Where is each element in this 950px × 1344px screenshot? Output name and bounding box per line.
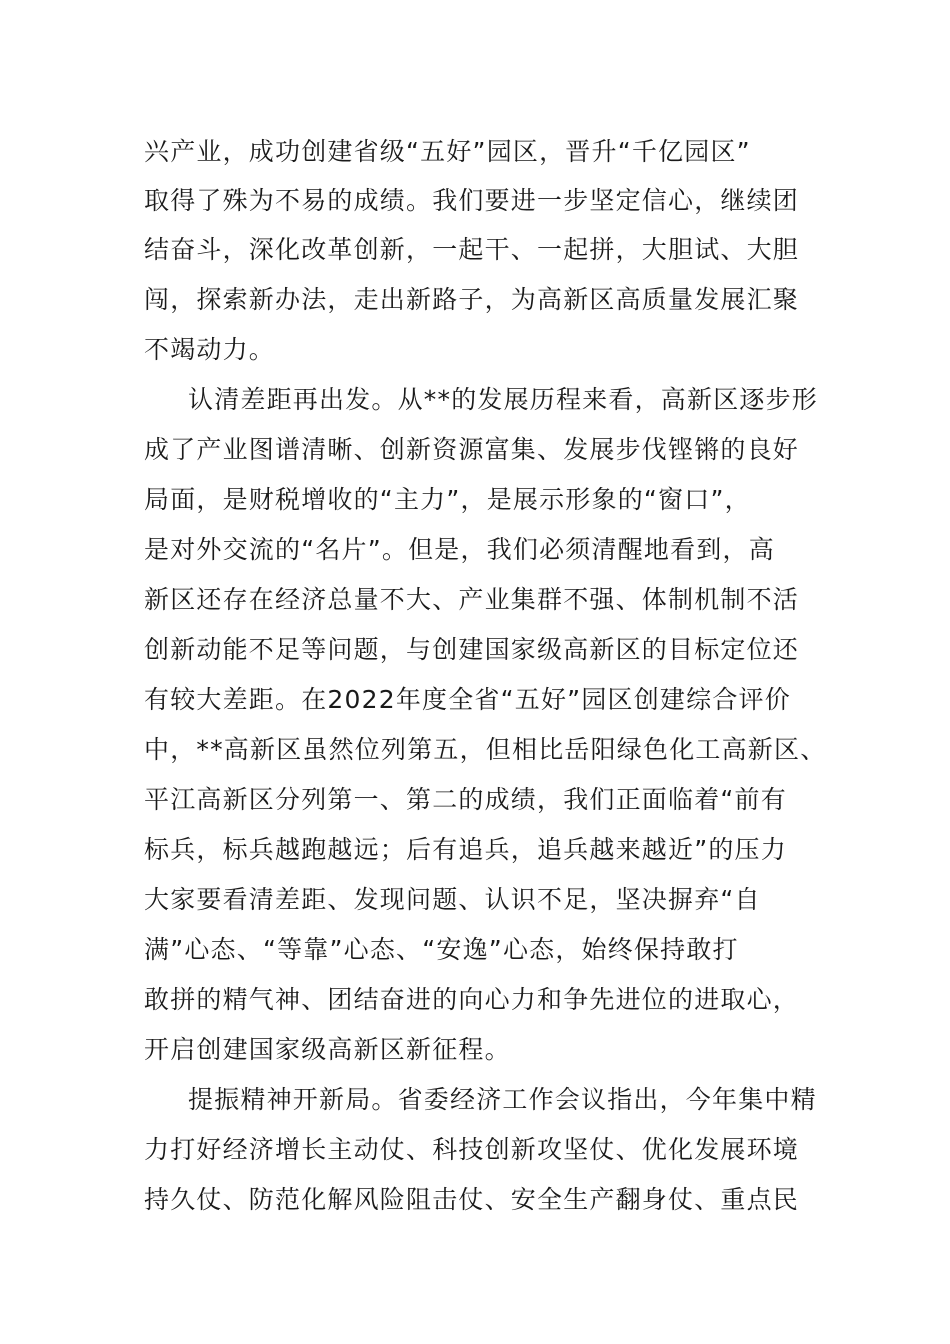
text-line: 闯，探索新办法，走出新路子，为高新区高质量发展汇聚	[144, 285, 800, 314]
text-line: 持久仗、防范化解风险阻击仗、安全生产翻身仗、重点民	[144, 1185, 800, 1214]
text-line: 不竭动力。	[144, 335, 276, 364]
text-line: 局面，是财税增收的“主力”，是展示形象的“窗口”，	[144, 485, 751, 514]
paragraph-heading-line: 认清差距再出发。从**的发展历程来看，高新区逐步形	[188, 385, 819, 414]
text-line: 中，**高新区虽然位列第五，但相比岳阳绿色化工高新区、	[144, 735, 827, 764]
text-line: 开启创建国家级高新区新征程。	[144, 1035, 511, 1064]
text-line: 平江高新区分列第一、第二的成绩，我们正面临着“前有	[144, 785, 787, 814]
text-line: 标兵，标兵越跑越远；后有追兵，追兵越来越近”的压力	[144, 835, 787, 864]
text-line: 结奋斗，深化改革创新，一起干、一起拼，大胆试、大胆	[144, 235, 800, 264]
text-line: 取得了殊为不易的成绩。我们要进一步坚定信心，继续团	[144, 186, 800, 215]
text-line: 创新动能不足等问题，与创建国家级高新区的目标定位还	[144, 635, 800, 664]
text-line: 大家要看清差距、发现问题、认识不足，坚决摒弃“自	[144, 885, 761, 914]
text-line: 兴产业，成功创建省级“五好”园区，晋升“千亿园区”	[144, 137, 751, 166]
paragraph-heading-line: 提振精神开新局。省委经济工作会议指出，今年集中精	[188, 1085, 817, 1114]
text-line: 是对外交流的“名片”。但是，我们必须清醒地看到，高	[144, 535, 775, 564]
text-line: 满”心态、“等靠”心态、“安逸”心态，始终保持敢打	[144, 935, 739, 964]
text-line: 新区还存在经济总量不大、产业集群不强、体制机制不活	[144, 585, 800, 614]
text-line: 有较大差距。在2022年度全省“五好”园区创建综合评价	[144, 685, 791, 714]
text-line: 敢拼的精气神、团结奋进的向心力和争先进位的进取心，	[144, 985, 800, 1014]
text-line: 力打好经济增长主动仗、科技创新攻坚仗、优化发展环境	[144, 1135, 800, 1164]
text-line: 成了产业图谱清晰、创新资源富集、发展步伐铿锵的良好	[144, 435, 800, 464]
